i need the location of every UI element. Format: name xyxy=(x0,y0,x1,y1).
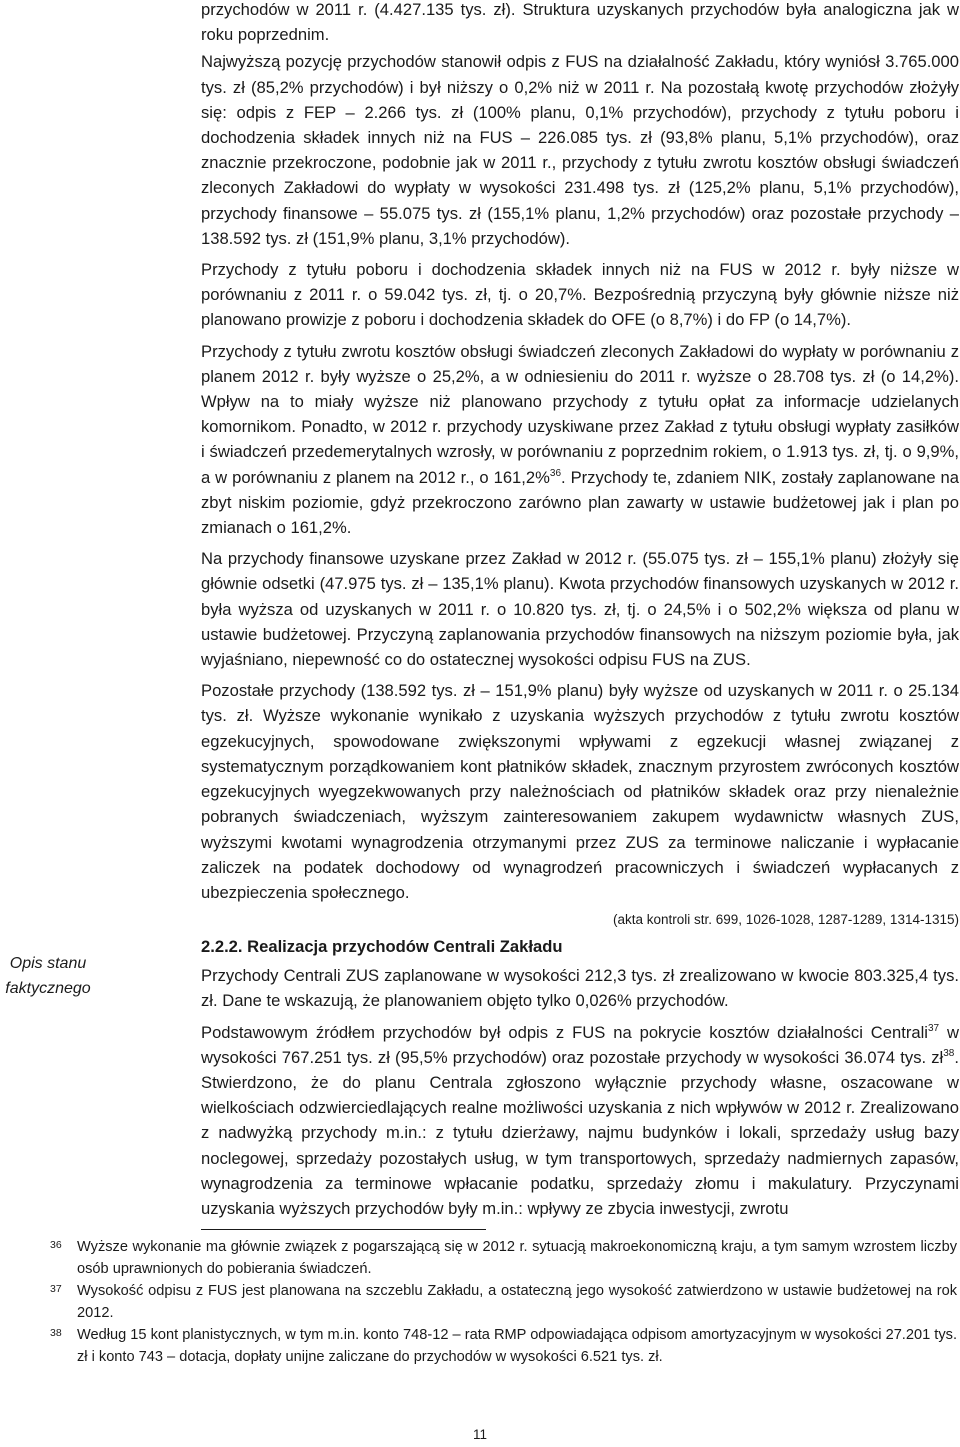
paragraph-8-part3: . Stwierdzono, że do planu Centrala zgłoszono wyłącznie przychody własne, oszacowane w wielkościach odzwierciedlających realne możliwości uzyskania z nich wpływów w 2012 r. Zrealizowano z nadwyżką przychody m.in.: z tytułu dzierżawy, najmu budynków i lokali, sprzedaży usług bazy noclegowej, sprzedaży pozostałych usług, w tym transportowych, sprzedaży nadmiernych zapasów, wynagrodzenia za terminowe wpłacanie podatku, sprzedaży złomu i makulatury. Przyczynami uzyskania wyższych przychodów były m.in.: wpływy ze zbycia inwestycji, zwrotu xyxy=(201,1047,959,1218)
paragraph-4-part2: . Przychody te, zdaniem NIK, zostały zaplanowane na zbyt niskim poziomie, gdyż przekroczono zarówno plan zawarty w ustawie budżetowej jak i plan po zmianach o 161,2%. xyxy=(201,467,959,538)
paragraph-4 xyxy=(201,339,959,541)
footnote-ref-36[interactable]: 36 xyxy=(549,467,562,479)
paragraph-8-part1: Podstawowym źródłem przychodów był odpis z FUS na pokrycie kosztów działalności Centrali xyxy=(201,1022,928,1042)
paragraph-8-part2: w wysokości 767.251 tys. zł (95,5% przychodów) oraz pozostałe przychody w wysokości 36.074 tys. zł xyxy=(201,1022,960,1067)
footnote-number: 36 xyxy=(50,1239,62,1251)
footnote-number: 38 xyxy=(50,1327,62,1340)
paragraph-2: Najwyższą pozycję przychodów stanowił odpis z FUS na działalność Zakładu, który wyniósł 3.765.000 tys. zł (85,2% przychodów) i był niższy o 0,2% niż w 2011 r. Na pozostałą kwotę przychodów złożyły się: odpis z FEP – 2.266 tys. zł (100% planu, 0,1% przychodów), przychody z tytułu poboru i dochodzenia składek innych niż na FUS – 226.085 tys. zł (93,8% planu, 5,1% przychodów), oraz znacznie przekroczone, podobnie jak w 2011 r., przychody z tytułu zwrotu kosztów obsługi świadczeń zleconych Zakładowi do wypłaty w wysokości 231.498 tys. zł (125,2% planu, 5,1% przychodów), przychody finansowe – 55.075 tys. zł (155,1% planu, 1,2% przychodów) oraz pozostałe przychody – 138.592 tys. zł (151,9% planu, 3,1% przychodów). xyxy=(201,52,959,248)
footnote-text: Wysokość odpisu z FUS jest planowana na szczeblu Zakładu, a ostateczną jego wysokość zatwierdzono w ustawie budżetowej na rok 2012. xyxy=(77,1283,957,1321)
paragraph-1: przychodów w 2011 r. (4.427.135 tys. zł). Struktura uzyskanych przychodów była analogiczna jak w roku poprzednim. xyxy=(201,0,959,45)
source-note: (akta kontroli str. 699, 1026-1028, 1287-1289, 1314-1315) xyxy=(613,912,959,928)
margin-label xyxy=(0,951,96,1001)
paragraph-3: Przychody z tytułu poboru i dochodzenia składek innych niż na FUS w 2012 r. były niższe w porównaniu z 2011 r. o 59.042 tys. zł, tj. o 20,7%. Bezpośrednią przyczyną były głównie niższe niż planowano prowizje z poboru i dochodzenia składek do OFE (o 8,7%) i do FP (o 14,7%). xyxy=(201,260,959,330)
page-number: 11 xyxy=(472,1427,487,1442)
footnote-38 xyxy=(0,1325,960,1368)
footnote-ref-38[interactable]: 38 xyxy=(943,1047,955,1059)
main-text xyxy=(201,0,959,1227)
paragraph-5: Na przychody finansowe uzyskane przez Zakład w 2012 r. (55.075 tys. zł – 155,1% planu) złożyły się głównie odsetki (47.975 tys. zł – 135,1% planu). Kwota przychodów finansowych uzyskanych w 2012 r. była wyższa od uzyskanych w 2011 r. o 10.820 tys. zł, tj. o 24,5% i o 502,2% większa od planu w ustawie budżetowej. Przyczyną zaplanowania przychodów finansowych na niższym poziomie była, jak wyjaśniano, niepewność co do ostatecznej wysokości odpisu FUS na ZUS. xyxy=(201,549,959,670)
footnote-separator xyxy=(201,1229,486,1230)
footnote-text: Według 15 kont planistycznych, w tym m.in. konto 748-12 – rata RMP odpowiadająca odpisom amortyzacyjnym w wysokości 27.201 tys. zł i konto 743 – dotacja, dopłaty unijne zaliczane do przychodów w wysokości 6.521 tys. zł. xyxy=(77,1327,957,1365)
paragraph-4-part1: Przychody z tytułu zwrotu kosztów obsługi świadczeń zleconych Zakładowi do wypłaty w porównaniu z planem 2012 r. były wyższe o 25,2%, a w odniesieniu do 2011 r. wyższe o 28.708 tys. zł (o 14,2%). Wpływ na to miały wyższe niż planowano przychody z tytułu opłat za informacje udzielanych komornikom. Ponadto, w 2012 r. przychody uzyskiwane przez Zakład z tytułu obsługi wypłaty zasiłków i świadczeń przedemerytalnych wzrosły, w porównaniu z poprzednim rokiem, o 1.913 tys. zł, tj. o 9,9%, a w porównaniu z planem na 2012 r., o 161,2% xyxy=(201,341,959,487)
footnote-ref-37[interactable]: 37 xyxy=(928,1022,940,1034)
paragraph-8 xyxy=(201,1020,959,1222)
footnote-text: Wyższe wykonanie ma głównie związek z pogarszającą się w 2012 r. sytuacją makroekonomiczną kraju, a tym samym wzrostem liczby osób uprawnionych do pobierania świadczeń. xyxy=(77,1239,957,1277)
margin-label-line1: Opis stanu xyxy=(9,955,87,972)
footnote-36 xyxy=(0,1237,960,1280)
paragraph-6: Pozostałe przychody (138.592 tys. zł – 151,9% planu) były wyższe od uzyskanych w 2011 r. o 25.134 tys. zł. Wyższe wykonanie wynikało z uzyskania wyższych przychodów z tytułu zwrotu kosztów egzekucyjnych, spowodowane zwiększonymi wpływami z egzekucji własnej związanej z systematycznym porządkowaniem kont płatników składek, znacznym przyrostem zwróconych kosztów egzekucyjnych wyegzekwowanych przy należnościach od płatników składek oraz przy nienależnie pobranych świadczeniach, wyższym zainteresowaniem zakupem wydawnictw własnych ZUS, wyższymi kwotami wynagrodzenia otrzymanymi przez ZUS za terminowe naliczanie i wypłacanie zaliczek na podatek dochodowy od wynagrodzeń pracowniczych i świadczeń wypłacanych z ubezpieczenia społecznego. xyxy=(201,681,959,902)
footnote-number: 37 xyxy=(50,1283,62,1296)
section-heading: 2.2.2. Realizacja przychodów Centrali Zakładu xyxy=(201,937,563,957)
paragraph-7: Przychody Centrali ZUS zaplanowane w wysokości 212,3 tys. zł zrealizowano w kwocie 803.325,4 tys. zł. Dane te wskazują, że planowaniem objęto tylko 0,026% przychodów. xyxy=(201,966,959,1011)
footnotes xyxy=(0,1237,960,1370)
footnote-37 xyxy=(0,1281,960,1324)
margin-label-line2: faktycznego xyxy=(5,980,91,997)
